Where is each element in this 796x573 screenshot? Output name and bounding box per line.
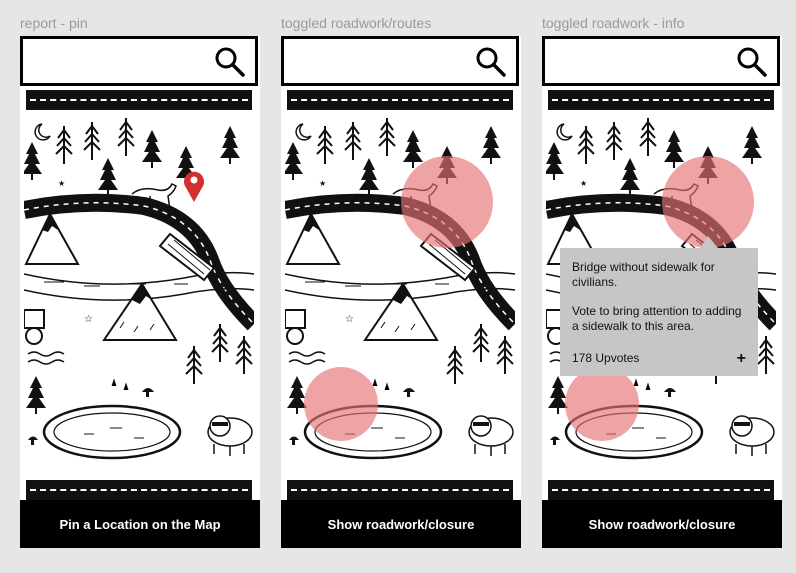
phone-screen bbox=[281, 36, 521, 548]
road-strip-top bbox=[26, 90, 252, 110]
frame-toggled-roadwork-info bbox=[542, 0, 782, 573]
frame-label: toggled roadwork/routes bbox=[281, 15, 432, 31]
upvote-count: 178 Upvotes bbox=[572, 351, 640, 365]
info-description: Bridge without sidewalk for civilians. bbox=[572, 260, 715, 289]
roadwork-area-pond[interactable] bbox=[304, 367, 378, 441]
frame-label: toggled roadwork - info bbox=[542, 15, 685, 31]
phone-screen bbox=[542, 36, 782, 548]
phone-screen bbox=[20, 36, 260, 548]
show-roadwork-button[interactable]: Show roadwork/closure bbox=[281, 500, 521, 548]
info-footer bbox=[572, 351, 746, 366]
roadwork-area-bridge[interactable] bbox=[401, 156, 493, 248]
search-icon[interactable] bbox=[474, 45, 508, 79]
search-icon[interactable] bbox=[213, 45, 247, 79]
search-input[interactable] bbox=[281, 36, 519, 86]
road-strip-bottom bbox=[287, 480, 513, 500]
plus-icon[interactable]: + bbox=[736, 349, 746, 367]
search-icon[interactable] bbox=[735, 45, 769, 79]
road-strip-top bbox=[548, 90, 774, 110]
roadwork-area-pond[interactable] bbox=[565, 367, 639, 441]
frame-toggled-roadwork-routes bbox=[281, 0, 521, 573]
road-strip-bottom bbox=[26, 480, 252, 500]
frame-label: report - pin bbox=[20, 15, 88, 31]
roadwork-area-bridge[interactable] bbox=[662, 156, 754, 248]
map-view[interactable] bbox=[24, 114, 254, 474]
pin-icon[interactable] bbox=[184, 172, 204, 202]
search-input[interactable] bbox=[20, 36, 258, 86]
search-input[interactable] bbox=[542, 36, 780, 86]
frame-report-pin bbox=[20, 0, 260, 573]
roadwork-info-card bbox=[560, 248, 758, 376]
pin-location-button[interactable]: Pin a Location on the Map bbox=[20, 500, 260, 548]
show-roadwork-button[interactable]: Show roadwork/closure bbox=[542, 500, 782, 548]
road-strip-top bbox=[287, 90, 513, 110]
info-call-to-action: Vote to bring attention to adding a sidewalk to this area. bbox=[572, 304, 742, 333]
road-strip-bottom bbox=[548, 480, 774, 500]
map-view[interactable] bbox=[285, 114, 515, 474]
